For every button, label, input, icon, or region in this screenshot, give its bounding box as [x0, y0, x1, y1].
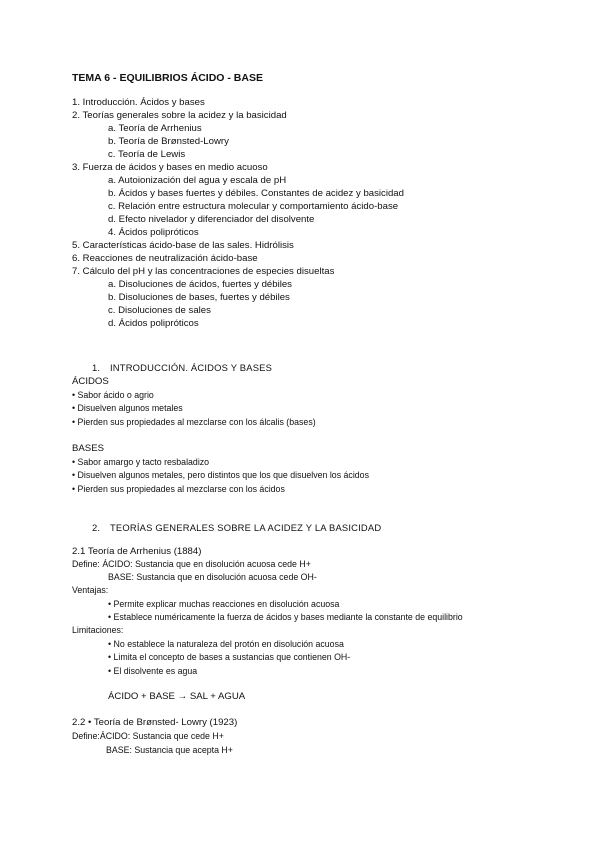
index-item-3: 3. Fuerza de ácidos y bases en medio acuoso: [72, 162, 268, 173]
base-property-1: • Sabor amargo y tacto resbaladizo: [72, 457, 210, 467]
index-item-7a: a. Disoluciones de ácidos, fuertes y débiles: [108, 279, 292, 290]
acids-label: ÁCIDOS: [72, 376, 109, 387]
index-item-7b: b. Disoluciones de bases, fuertes y débiles: [108, 292, 290, 303]
advantages-label: Ventajas:: [72, 585, 109, 595]
advantage-1: • Permite explicar muchas reacciones en disolución acuosa: [108, 599, 340, 609]
document-title: TEMA 6 - EQUILIBRIOS ÁCIDO - BASE: [72, 72, 263, 84]
base-property-2: • Disuelven algunos metales, pero distintos que los que disuelven los ácidos: [72, 470, 369, 480]
index-item-1: 1. Introducción. Ácidos y bases: [72, 97, 205, 108]
index-item-5: 5. Características ácido-base de las sales. Hidrólisis: [72, 240, 294, 251]
index-item-2c: c. Teoría de Lewis: [108, 149, 186, 160]
acid-property-1: • Sabor ácido o agrio: [72, 390, 154, 400]
advantage-2: • Establece numéricamente la fuerza de ácidos y bases mediante la constante de equilibrio: [108, 612, 463, 622]
acid-property-3: • Pierden sus propiedades al mezclarse con los álcalis (bases): [72, 417, 316, 427]
bronsted-base-definition: BASE: Sustancia que acepta H+: [106, 745, 233, 755]
section-2-number: 2.: [92, 522, 101, 533]
limitation-3: • El disolvente es agua: [108, 666, 198, 676]
section-1-heading: INTRODUCCIÓN. ÁCIDOS Y BASES: [110, 362, 273, 373]
index-item-3d: d. Efecto nivelador y diferenciador del disolvente: [108, 214, 315, 225]
section-1-number: 1.: [92, 362, 101, 373]
index-item-3b: b. Ácidos y bases fuertes y débiles. Constantes de acidez y basicidad: [108, 188, 404, 199]
index-item-6: 6. Reacciones de neutralización ácido-base: [72, 253, 258, 264]
index-item-7: 7. Cálculo del pH y las concentraciones de especies disueltas: [72, 266, 335, 277]
index-item-7c: c. Disoluciones de sales: [108, 305, 211, 316]
limitation-2: • Limita el concepto de bases a sustancias que contienen OH-: [108, 652, 351, 662]
index-item-3c: c. Relación entre estructura molecular y comportamiento ácido-base: [108, 201, 399, 212]
acid-property-2: • Disuelven algunos metales: [72, 403, 183, 413]
section-2-heading: TEORÍAS GENERALES SOBRE LA ACIDEZ Y LA BASICIDAD: [110, 522, 382, 533]
arrhenius-base-definition: BASE: Sustancia que en disolución acuosa cede OH-: [108, 572, 317, 582]
limitation-1: • No establece la naturaleza del protón en disolución acuosa: [108, 639, 344, 649]
bronsted-acid-definition: Define:ÁCIDO: Sustancia que cede H+: [72, 731, 224, 741]
bases-label: BASES: [72, 443, 104, 454]
index-item-2: 2. Teorías generales sobre la acidez y la basicidad: [72, 110, 287, 121]
index-item-2a: a. Teoría de Arrhenius: [108, 123, 202, 134]
index-item-3a: a. Autoionización del agua y escala de pH: [108, 175, 287, 186]
bronsted-lowry-title: 2.2 • Teoría de Brønsted- Lowry (1923): [72, 717, 238, 728]
arrhenius-acid-definition: Define: ÁCIDO: Sustancia que en disolución acuosa cede H+: [72, 559, 311, 569]
arrhenius-title: 2.1 Teoría de Arrhenius (1884): [72, 546, 202, 557]
base-property-3: • Pierden sus propiedades al mezclarse con los ácidos: [72, 484, 285, 494]
neutralization-reaction: ÁCIDO + BASE → SAL + AGUA: [108, 691, 246, 702]
index-item-3-4: 4. Ácidos polipróticos: [108, 227, 199, 238]
index-item-2b: b. Teoría de Brønsted-Lowry: [108, 136, 229, 147]
index-item-7d: d. Ácidos polipróticos: [108, 318, 199, 329]
limitations-label: Limitaciones:: [72, 625, 124, 635]
